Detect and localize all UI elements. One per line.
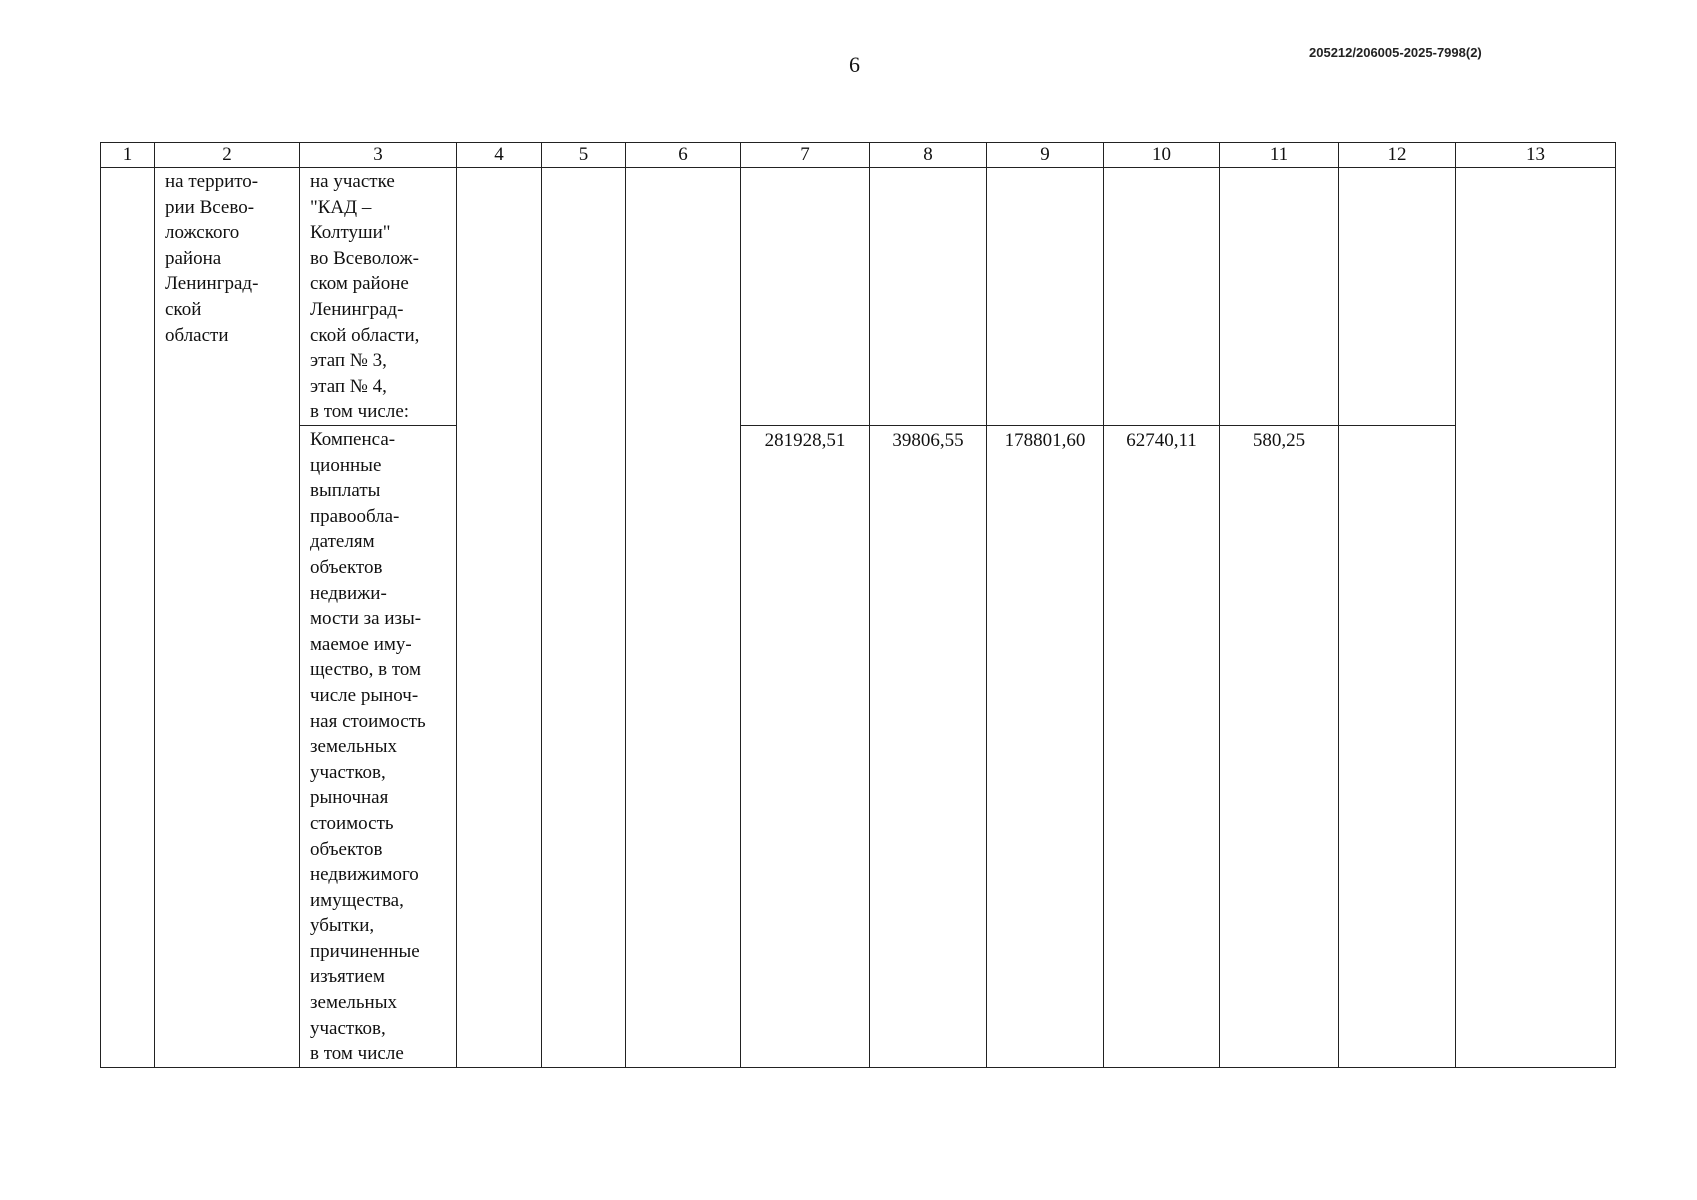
value-col9: 178801,60	[1004, 430, 1086, 451]
cell-r2-c11	[1220, 426, 1339, 1068]
table-row	[101, 426, 1616, 1068]
cell-r2-c10	[1104, 426, 1220, 1068]
value-col11: 580,25	[1252, 430, 1306, 451]
value-col8: 39806,55	[892, 430, 964, 451]
section-text: на участке "КАД – Колтуши" во Всеволож- ском районе Ленинград- ской области, этап № 3, этап № 4, в том числе:	[310, 171, 420, 423]
column-header-1: 1	[101, 143, 155, 168]
cell-section	[300, 168, 457, 426]
territory-text: на террито- рии Всево- ложского района Ленинград- ской области	[165, 171, 259, 346]
cell-r1-c10	[1104, 168, 1220, 426]
column-header-9: 9	[987, 143, 1104, 168]
cell-r2-c9	[987, 426, 1104, 1068]
column-header-5: 5	[542, 143, 626, 168]
cell-r1-c1	[101, 168, 155, 426]
column-header-6: 6	[626, 143, 741, 168]
cell-r2-c2	[155, 426, 300, 1068]
cell-r2-c6	[626, 426, 741, 1068]
column-header-11: 11	[1220, 143, 1339, 168]
column-header-8: 8	[870, 143, 987, 168]
cell-r2-c5	[542, 426, 626, 1068]
page-number: 6	[849, 52, 860, 77]
cell-r2-c12	[1339, 426, 1456, 1068]
cell-r1-c8	[870, 168, 987, 426]
cell-r1-c4	[457, 168, 542, 426]
column-header-13: 13	[1456, 143, 1616, 168]
budget-table	[100, 142, 1616, 1068]
column-header-7: 7	[741, 143, 870, 168]
column-header-3: 3	[300, 143, 457, 168]
cell-territory	[155, 168, 300, 426]
table-row	[101, 168, 1616, 426]
compensation-text: Компенса- ционные выплаты правообла- дателям объектов недвижи- мости за изы- маемое иму- щество, в том числе рыноч- ная стоимость земельных участков, рыночная стоимость объектов недвижимого имущества, убытки, причиненные изъятием земельных участков, в том числе	[310, 429, 426, 1065]
header-row	[101, 143, 1616, 168]
cell-r2-c8	[870, 426, 987, 1068]
cell-r1-c11	[1220, 168, 1339, 426]
cell-r1-c5	[542, 168, 626, 426]
cell-r1-c12	[1339, 168, 1456, 426]
cell-r1-c6	[626, 168, 741, 426]
document-code: 205212/206005-2025-7998(2)	[1309, 45, 1482, 60]
value-col10: 62740,11	[1126, 430, 1197, 451]
value-col7: 281928,51	[764, 430, 846, 451]
column-header-12: 12	[1339, 143, 1456, 168]
cell-r2-c4	[457, 426, 542, 1068]
column-header-4: 4	[457, 143, 542, 168]
cell-r1-c13	[1456, 168, 1616, 426]
cell-r2-c13	[1456, 426, 1616, 1068]
column-header-10: 10	[1104, 143, 1220, 168]
cell-r2-c7	[741, 426, 870, 1068]
cell-compensation	[300, 426, 457, 1068]
cell-r1-c7	[741, 168, 870, 426]
column-header-2: 2	[155, 143, 300, 168]
cell-r1-c9	[987, 168, 1104, 426]
cell-r2-c1	[101, 426, 155, 1068]
